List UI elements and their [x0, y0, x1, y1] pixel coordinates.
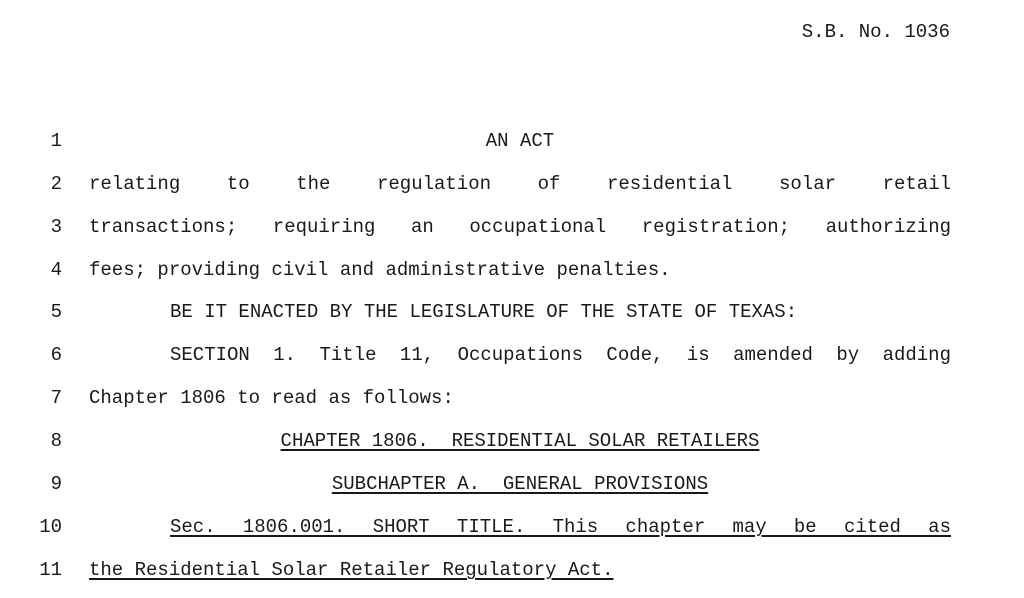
bill-line-3: [0, 213, 1024, 241]
caption-text: fees; providing civil and administrative penalties.: [89, 259, 671, 281]
line-number: 3: [50, 216, 62, 238]
act-heading: AN ACT: [485, 130, 555, 152]
bill-line-5: [0, 298, 1024, 326]
caption-text: transactions; requiring an occupational registration; authorizing: [89, 216, 951, 238]
bill-line-6: [0, 341, 1024, 369]
line-number: 5: [50, 301, 62, 323]
bill-line-8: [0, 427, 1024, 455]
line-number: 9: [50, 473, 62, 495]
line-number: 10: [39, 516, 62, 538]
bill-line-4: [0, 256, 1024, 284]
bill-line-11: [0, 556, 1024, 584]
chapter-heading-wrap: [89, 427, 951, 455]
line-number: 6: [50, 344, 62, 366]
chapter-heading: CHAPTER 1806. RESIDENTIAL SOLAR RETAILERS: [280, 430, 760, 452]
section-text-wrap: [89, 556, 951, 584]
bill-line-10: [0, 513, 1024, 541]
bill-line-1: [0, 127, 1024, 155]
line-number: 7: [50, 387, 62, 409]
line-number: 8: [50, 430, 62, 452]
section-text: Sec. 1806.001. SHORT TITLE. This chapter may be cited as: [170, 516, 951, 538]
enacting-clause: BE IT ENACTED BY THE LEGISLATURE OF THE STATE OF TEXAS:: [170, 301, 798, 323]
caption-text: relating to the regulation of residential solar retail: [89, 173, 951, 195]
bill-line-9: [0, 470, 1024, 498]
section-text-wrap: [89, 513, 951, 541]
line-number: 4: [50, 259, 62, 281]
section-text: Chapter 1806 to read as follows:: [89, 387, 454, 409]
section-text: the Residential Solar Retailer Regulatory Act.: [89, 559, 614, 581]
subchapter-heading: SUBCHAPTER A. GENERAL PROVISIONS: [331, 473, 709, 495]
line-number: 11: [39, 559, 62, 581]
section-text: SECTION 1. Title 11, Occupations Code, is amended by adding: [170, 344, 951, 366]
line-number: 1: [50, 130, 62, 152]
bill-line-2: [0, 170, 1024, 198]
bill-number: S.B. No. 1036: [801, 21, 950, 43]
bill-line-7: [0, 384, 1024, 412]
line-number: 2: [50, 173, 62, 195]
subchapter-heading-wrap: [89, 470, 951, 498]
